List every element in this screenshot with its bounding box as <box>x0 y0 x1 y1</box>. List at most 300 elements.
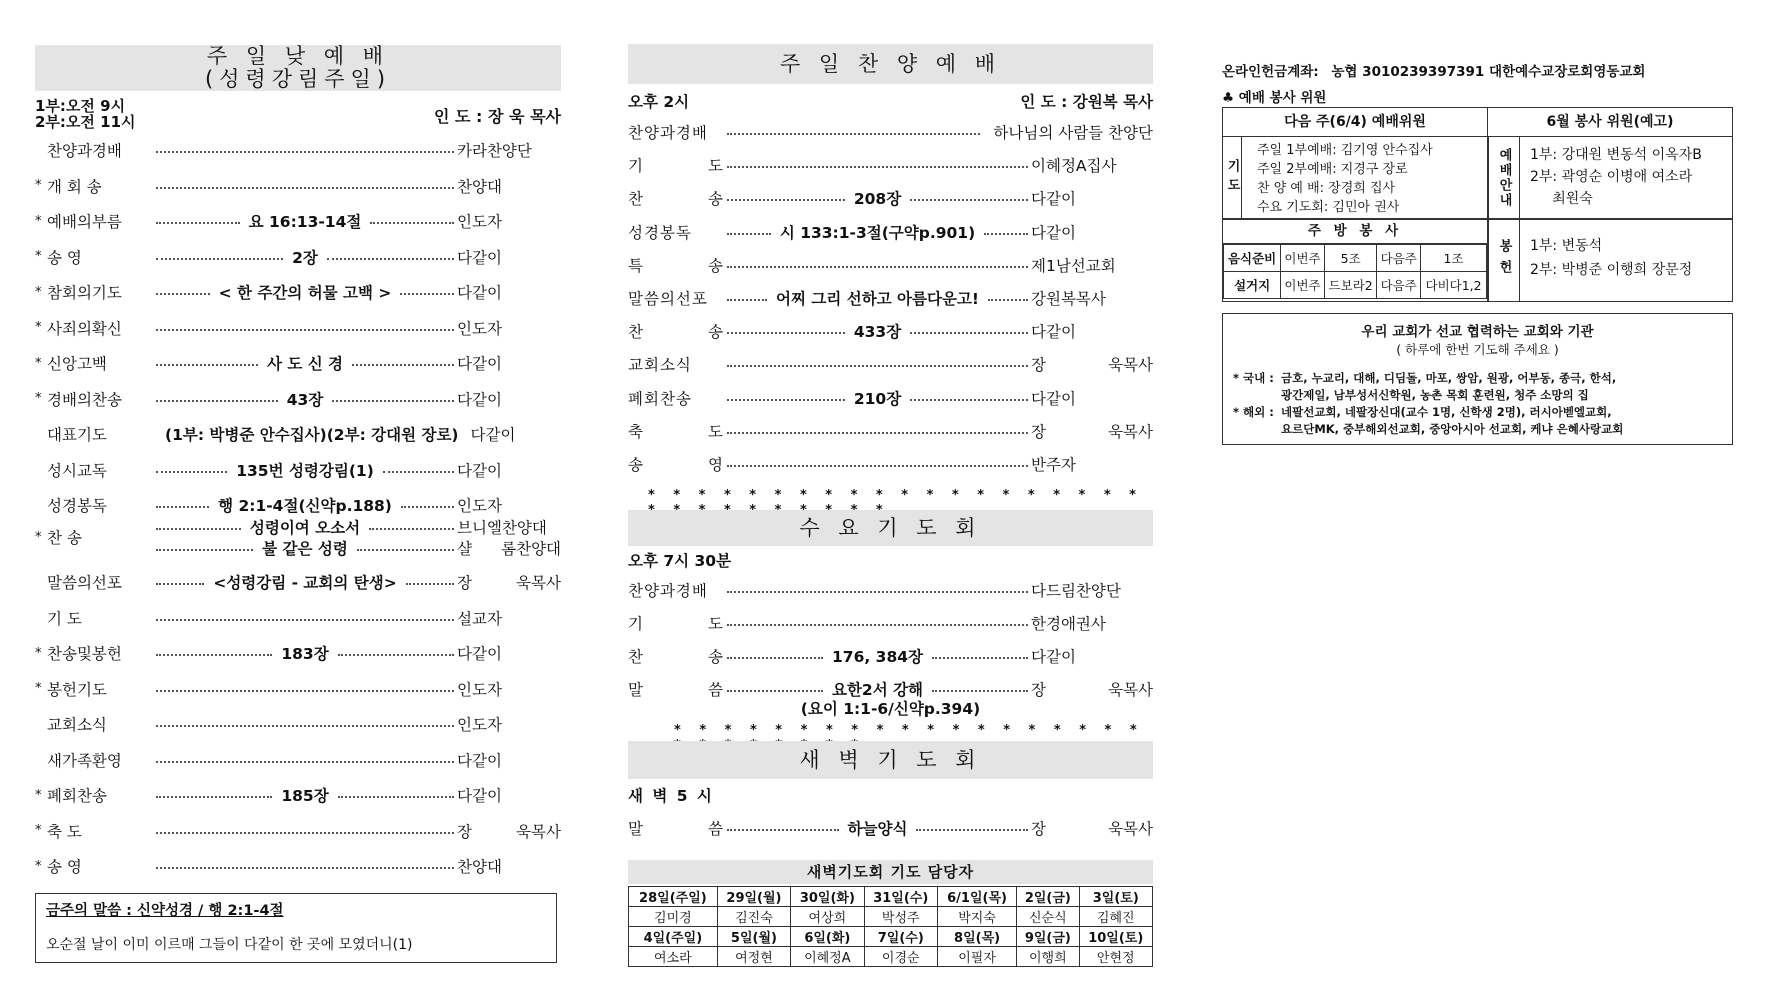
kitchen-cell: 다비다1,2 <box>1421 272 1487 299</box>
order-row <box>35 458 561 482</box>
order-right: 다같이 <box>457 751 502 770</box>
dot-leader <box>370 222 454 224</box>
order-right: 다같이 <box>1031 223 1076 242</box>
kitchen-row <box>1224 245 1487 272</box>
june-title: 6월 봉사 위원(예고) <box>1488 108 1732 137</box>
order-row <box>35 854 561 878</box>
dot-leader <box>357 549 454 551</box>
prayer-day: 6/1일(목) <box>937 887 1016 907</box>
weekly-verse-box <box>35 893 557 963</box>
order-right: 다같이 <box>457 461 502 480</box>
order-row <box>628 578 1153 602</box>
order-row <box>628 286 1153 310</box>
order-right: 반주자 <box>1031 456 1076 474</box>
order-right: 다같이 <box>457 284 502 302</box>
dot-leader <box>727 266 1028 268</box>
order-label: 대표기도 <box>47 426 107 444</box>
dot-leader <box>910 399 1028 401</box>
volunteers-heading: ♣ 예배 봉사 위원 <box>1222 90 1327 106</box>
dot-leader <box>156 867 454 869</box>
dot-leader <box>156 832 454 834</box>
prayer-name: 박성주 <box>864 907 937 927</box>
order-row <box>35 677 561 701</box>
dot-leader <box>727 657 823 659</box>
volunteer-line: 찬 양 예 배: 장경희 집사 <box>1257 181 1396 196</box>
volunteer-line: 1부: 강대원 변동석 이옥자B <box>1530 147 1702 163</box>
domestic-line: 광간제일, 남부성서신학원, 농촌 목회 훈련원, 청주 소망의 집 <box>1281 388 1589 402</box>
order-label: 봉헌기도 <box>47 680 107 699</box>
star-mark: * <box>35 320 42 335</box>
offering-label: 온라인헌금계좌: <box>1222 64 1319 80</box>
praise-time: 오후 2시 <box>628 93 690 111</box>
domestic-label: * 국내 : <box>1233 371 1274 385</box>
offering-account <box>1222 60 1645 80</box>
order-row <box>628 319 1153 343</box>
order-row <box>35 641 561 665</box>
kitchen-cell: 다음주 <box>1377 272 1421 299</box>
order-right: 다같이 <box>1031 389 1076 408</box>
prayer-name: 신순식 <box>1017 907 1079 927</box>
prayer-day: 30일(화) <box>791 887 864 907</box>
order-row <box>628 816 1153 840</box>
order-label: 기 도 <box>628 615 724 633</box>
prayer-day: 8일(목) <box>937 927 1016 947</box>
order-label: 성시교독 <box>47 461 107 480</box>
prayer-day: 2일(금) <box>1017 887 1079 907</box>
dot-leader <box>332 400 454 402</box>
prayer-name: 이혜정A <box>791 947 864 967</box>
dot-leader <box>727 399 845 401</box>
order-label: 예배의부름 <box>47 213 122 231</box>
order-right: 장 욱목사 <box>457 574 562 592</box>
order-label: 찬 송 <box>628 323 724 342</box>
order-label: 성경봉독 <box>47 497 107 515</box>
order-right: 샬 롬찬양대 <box>457 539 562 558</box>
order-label: 개 회 송 <box>47 177 102 196</box>
order-row <box>35 570 561 594</box>
order-mid: <성령강림 - 교회의 탄생> <box>213 574 397 592</box>
dot-leader <box>156 583 204 585</box>
order-right: 찬양대 <box>457 858 502 876</box>
order-label: 기 도 <box>628 157 724 176</box>
order-label: 신앙고백 <box>47 355 107 373</box>
dot-leader <box>369 528 454 530</box>
time-first: 1부:오전 9시 <box>35 97 126 115</box>
prayer-day: 31일(수) <box>864 887 937 907</box>
prayer-day: 10일(토) <box>1079 927 1152 947</box>
order-label: 말씀의선포 <box>628 290 708 308</box>
dot-leader <box>156 654 272 656</box>
offer-lines <box>1530 234 1692 282</box>
dot-leader <box>400 293 454 295</box>
order-row <box>35 712 561 736</box>
order-right: 설교자 <box>457 609 502 628</box>
chansong-row <box>35 516 561 558</box>
sunday-morning-title-bar <box>35 45 561 91</box>
order-mid: 사 도 신 경 <box>266 355 344 373</box>
prayer-name-row <box>629 947 1153 967</box>
dot-leader <box>156 222 240 224</box>
order-label: 경배의찬송 <box>47 390 122 409</box>
prayer-name: 이필자 <box>937 947 1016 967</box>
order-label: 찬 송 <box>47 529 82 547</box>
dot-leader <box>932 657 1028 659</box>
order-label: 폐회찬송 <box>47 787 107 805</box>
order-mid: < 한 주간의 허물 고백 > <box>218 284 392 302</box>
dot-leader <box>156 725 454 727</box>
prayer-name: 박지숙 <box>937 907 1016 927</box>
guide-label: 예배안내 <box>1489 137 1520 218</box>
dot-leader <box>401 506 454 508</box>
star-mark: * <box>35 249 42 264</box>
dawn-prayer-title: 새벽기도회 기도 담당자 <box>628 860 1153 884</box>
dot-leader <box>727 166 1028 168</box>
kitchen-cell: 이번주 <box>1281 272 1325 299</box>
order-row <box>628 611 1153 635</box>
star-mark: * <box>35 284 42 300</box>
mission-subtitle: ( 하루에 한번 기도해 주세요 ) <box>1396 342 1559 357</box>
order-right: 찬양대 <box>457 177 502 196</box>
order-right: 인도자 <box>457 497 502 515</box>
prayer-name: 안현정 <box>1079 947 1152 967</box>
order-label: 송 영 <box>47 858 82 876</box>
wednesday-time: 오후 7시 30분 <box>628 552 732 570</box>
order-right: 장 욱목사 <box>1031 820 1153 838</box>
order-row <box>628 220 1153 244</box>
sunday-morning-leader: 인 도 : 장 욱 목사 <box>434 107 561 126</box>
order-mid: 요 16:13-14절 <box>248 213 362 231</box>
dot-leader <box>156 151 454 153</box>
dot-leader <box>727 690 823 692</box>
dot-leader <box>156 471 227 473</box>
order-right: 하나님의 사람들 찬양단 <box>993 124 1153 142</box>
dot-leader <box>156 761 454 763</box>
order-right: 다같이 <box>457 390 502 409</box>
order-row <box>628 386 1153 410</box>
dot-leader <box>156 549 253 551</box>
dot-leader <box>916 829 1028 831</box>
order-right: 다같이 <box>457 355 502 373</box>
dawn-prayer-table <box>628 886 1153 967</box>
prayer-day: 5일(월) <box>717 927 790 947</box>
order-right: 브니엘찬양대 <box>457 518 547 537</box>
dot-leader <box>327 258 454 260</box>
order-row <box>35 209 561 233</box>
star-mark: * <box>35 645 42 661</box>
dot-leader <box>352 364 454 366</box>
volunteer-line: 2부: 곽영순 이병애 여소라 <box>1530 169 1693 185</box>
dot-leader <box>156 258 283 260</box>
order-row <box>35 783 561 807</box>
order-mid: 176, 384장 <box>832 648 923 666</box>
order-label: 말씀의선포 <box>47 574 122 592</box>
order-label: 축 도 <box>47 822 82 841</box>
kitchen-row-label: 설거지 <box>1224 272 1281 299</box>
dawn-time: 새 벽 5 시 <box>628 787 714 805</box>
sunday-morning-subtitle: (성령강림주일) <box>204 67 392 91</box>
dot-leader <box>727 299 767 301</box>
next-week-title: 다음 주(6/4) 예배위원 <box>1223 108 1488 137</box>
divider-stars: * * * * * * * * * * * * * * * * * * * * <box>648 488 1143 503</box>
star-mark: * <box>35 787 42 803</box>
order-row <box>628 186 1153 210</box>
dot-leader <box>910 199 1028 201</box>
dot-leader <box>156 690 454 692</box>
prayer-lines <box>1257 141 1433 217</box>
order-label: 송 영 <box>47 248 82 267</box>
overseas-line: 요르단MK, 중부해외선교회, 중앙아시아 선교회, 케냐 은혜사랑교회 <box>1281 422 1624 436</box>
order-right: 장 욱목사 <box>1031 681 1154 699</box>
order-mid: 43장 <box>286 390 324 409</box>
mission-title: 우리 교회가 선교 협력하는 교회와 기관 <box>1361 324 1594 340</box>
mission-list <box>1233 370 1732 438</box>
kitchen-row-label: 음식준비 <box>1224 245 1281 272</box>
kitchen-cell: 다음주 <box>1377 245 1421 272</box>
star-mark: * <box>35 823 42 838</box>
order-label: 축 도 <box>628 422 724 441</box>
order-mid: 183장 <box>281 645 329 663</box>
order-right: 이혜정A집사 <box>1031 157 1117 176</box>
order-label: 교회소식 <box>628 356 692 375</box>
order-mid: (1부: 박병준 안수집사)(2부: 강대원 장로) <box>165 426 459 444</box>
dot-leader <box>727 365 1028 367</box>
prayer-name: 여소라 <box>629 947 718 967</box>
dot-leader <box>156 364 258 366</box>
order-row <box>35 606 561 630</box>
order-label: 말 씀 <box>628 681 724 699</box>
order-right: 다같이 <box>1031 323 1076 342</box>
dot-leader <box>156 506 209 508</box>
wednesday-sub: (요이 1:1-6/신약p.394) <box>800 700 981 718</box>
order-row <box>35 138 561 162</box>
volunteer-line: 수요 기도회: 김민아 권사 <box>1257 200 1400 215</box>
order-mid: 208장 <box>853 190 902 209</box>
prayer-day-row <box>629 887 1153 907</box>
order-right: 인도자 <box>457 716 502 734</box>
domestic-line: 금호, 누교리, 대해, 디딤돌, 마포, 쌍암, 원광, 어부동, 종극, 한석, <box>1281 371 1617 385</box>
order-right: 장 욱목사 <box>1031 422 1153 441</box>
order-right: 카라찬양단 <box>457 142 532 160</box>
prayer-day: 29일(월) <box>717 887 790 907</box>
prayer-day: 7일(수) <box>864 927 937 947</box>
prayer-day: 9일(금) <box>1017 927 1079 947</box>
order-row <box>628 120 1153 144</box>
dot-leader <box>727 465 1028 467</box>
dot-leader <box>932 690 1028 692</box>
dot-leader <box>156 400 278 402</box>
dot-leader <box>338 796 454 798</box>
order-right: 다같이 <box>457 248 502 267</box>
weekly-verse-text: 오순절 날이 이미 이르매 그들이 다같이 한 곳에 모였더니(1) <box>46 937 413 953</box>
overseas-label: * 해외 : <box>1233 405 1274 419</box>
prayer-day-row <box>629 927 1153 947</box>
dot-leader <box>338 654 454 656</box>
volunteers-box <box>1222 107 1733 302</box>
praise-leader: 인 도 : 강원복 목사 <box>1020 93 1153 111</box>
order-right: 다같이 <box>470 426 516 444</box>
prayer-day: 4일(주일) <box>629 927 718 947</box>
order-label: 교회소식 <box>47 716 107 734</box>
service-times <box>35 98 136 130</box>
order-right: 강원복목사 <box>1031 290 1106 308</box>
weekly-verse-title: 금주의 말씀 : 신약성경 / 행 2:1-4절 <box>46 903 284 919</box>
star-mark: * <box>35 858 42 874</box>
dot-leader <box>156 293 210 295</box>
order-label: 사죄의확신 <box>47 319 122 338</box>
order-right: 다같이 <box>457 787 502 805</box>
dot-leader <box>156 329 454 331</box>
prayer-name: 김진숙 <box>717 907 790 927</box>
order-label: 말 씀 <box>628 820 724 838</box>
star-mark: * <box>35 681 42 696</box>
prayer-name: 김미경 <box>629 907 718 927</box>
order-mid: 행 2:1-4절(신약p.188) <box>218 497 392 515</box>
kitchen-table <box>1223 244 1487 299</box>
prayer-name: 여상희 <box>791 907 864 927</box>
dot-leader <box>727 133 980 135</box>
dot-leader <box>383 471 454 473</box>
kitchen-row <box>1224 272 1487 299</box>
dot-leader <box>156 796 272 798</box>
star-mark: * <box>35 391 42 406</box>
order-row <box>35 819 561 843</box>
dot-leader <box>156 619 454 621</box>
order-mid: 하늘양식 <box>847 820 908 838</box>
order-mid: 2장 <box>292 248 318 267</box>
dawn-title: 새 벽 기 도 회 <box>628 741 1153 779</box>
order-mid: 요한2서 강해 <box>831 681 924 699</box>
order-label: 송 영 <box>628 456 724 474</box>
order-label: 폐회찬송 <box>628 389 692 408</box>
kitchen-cell: 이번주 <box>1281 245 1325 272</box>
dot-leader <box>988 299 1028 301</box>
order-row <box>35 493 561 517</box>
order-right: 한경애권사 <box>1031 615 1106 633</box>
order-mid: 성령이여 오소서 <box>249 518 361 537</box>
time-second: 2부:오전 11시 <box>35 113 136 131</box>
order-right: 다같이 <box>1031 648 1076 666</box>
order-mid: 시 133:1-3절(구약p.901) <box>779 223 976 242</box>
order-row <box>35 422 561 446</box>
divider-stars: * * * * * * * * * * * * * * * * * * * <box>674 723 1144 738</box>
dot-leader <box>727 199 845 201</box>
mission-box <box>1222 313 1733 445</box>
offer-label: 봉헌 <box>1489 219 1520 301</box>
order-right: 다같이 <box>457 645 502 663</box>
order-mid: 433장 <box>853 323 902 342</box>
order-row <box>35 748 561 772</box>
order-label: 찬 송 <box>628 648 724 666</box>
dot-leader <box>727 829 839 831</box>
prayer-name: 김혜진 <box>1079 907 1152 927</box>
guide-lines <box>1530 144 1702 210</box>
dot-leader <box>910 332 1028 334</box>
order-right: 인도자 <box>457 213 502 231</box>
order-label: 기 도 <box>47 609 82 628</box>
star-mark: * <box>35 178 42 193</box>
order-label: 찬양과경배 <box>47 142 122 160</box>
order-mid: 135번 성령강림(1) <box>236 461 374 480</box>
order-label: 성경봉독 <box>628 223 692 242</box>
prayer-day: 3일(토) <box>1079 887 1152 907</box>
star-mark: * <box>35 529 42 545</box>
order-right: 장 욱목사 <box>457 822 561 841</box>
dot-leader <box>984 233 1028 235</box>
kitchen-cell: 5조 <box>1324 245 1377 272</box>
dot-leader <box>727 233 771 235</box>
order-label: 새가족환영 <box>47 751 122 770</box>
order-row <box>35 351 561 375</box>
volunteer-line: 최원숙 <box>1530 191 1593 207</box>
order-mid: 어찌 그리 선하고 아름다운고! <box>776 290 979 308</box>
order-row <box>35 174 561 198</box>
prayer-name: 이경순 <box>864 947 937 967</box>
order-row <box>35 280 561 304</box>
dot-leader <box>727 432 1028 434</box>
dot-leader <box>406 583 454 585</box>
order-mid: 185장 <box>281 787 329 805</box>
order-right: 제1남선교회 <box>1031 256 1116 275</box>
prayer-label: 기도 <box>1223 137 1242 218</box>
dot-leader <box>156 187 454 189</box>
order-right: 장 욱목사 <box>1031 356 1153 375</box>
order-label: 참회의기도 <box>47 284 122 302</box>
order-row <box>628 352 1153 376</box>
prayer-day: 28일(주일) <box>629 887 718 907</box>
order-right: 다같이 <box>1031 190 1076 209</box>
order-right: 인도자 <box>457 680 502 699</box>
prayer-day: 6일(화) <box>791 927 864 947</box>
order-right: 다드림찬양단 <box>1031 582 1121 600</box>
order-label: 찬양과경배 <box>628 582 708 600</box>
order-row <box>628 253 1153 277</box>
order-row <box>628 452 1153 476</box>
volunteer-line: 주일 1부예배: 김기영 안수집사 <box>1257 143 1433 158</box>
sunday-morning-title: 주 일 낮 예 배 <box>206 44 390 68</box>
order-row <box>35 387 561 411</box>
prayer-name-row <box>629 907 1153 927</box>
star-mark: * <box>35 355 42 371</box>
kitchen-cell: 1조 <box>1421 245 1487 272</box>
praise-title: 주 일 찬 양 예 배 <box>628 44 1153 84</box>
volunteer-line: 주일 2부예배: 지경구 장로 <box>1257 162 1408 177</box>
order-label: 찬 송 <box>628 190 724 209</box>
order-row <box>35 245 561 269</box>
dot-leader <box>727 591 1028 593</box>
overseas-line: 네팔선교회, 네팔장신대(교수 1명, 신학생 2명), 러시아벧엘교회, <box>1281 405 1612 419</box>
order-row <box>628 153 1153 177</box>
kitchen-title: 주 방 봉 사 <box>1223 219 1487 244</box>
order-mid: 210장 <box>853 389 902 408</box>
order-label: 찬송및봉헌 <box>47 645 122 663</box>
order-label: 찬양과경배 <box>628 124 708 142</box>
volunteer-line: 1부: 변동석 <box>1530 238 1603 254</box>
order-mid: 불 같은 성령 <box>262 539 348 558</box>
star-mark: * <box>35 213 42 229</box>
dot-leader <box>156 528 241 530</box>
prayer-name: 여정현 <box>717 947 790 967</box>
order-right: 인도자 <box>457 319 502 338</box>
order-row <box>35 316 561 340</box>
wednesday-title: 수 요 기 도 회 <box>628 510 1153 546</box>
kitchen-cell: 드보라2 <box>1324 272 1377 299</box>
volunteer-line: 2부: 박병준 이행희 장문정 <box>1530 262 1693 278</box>
offering-number: 농협 3010239397391 대한예수교장로회영동교회 <box>1331 64 1646 80</box>
order-label: 특 송 <box>628 256 724 275</box>
prayer-name: 이행희 <box>1017 947 1079 967</box>
order-row <box>628 644 1153 668</box>
dot-leader <box>727 332 845 334</box>
